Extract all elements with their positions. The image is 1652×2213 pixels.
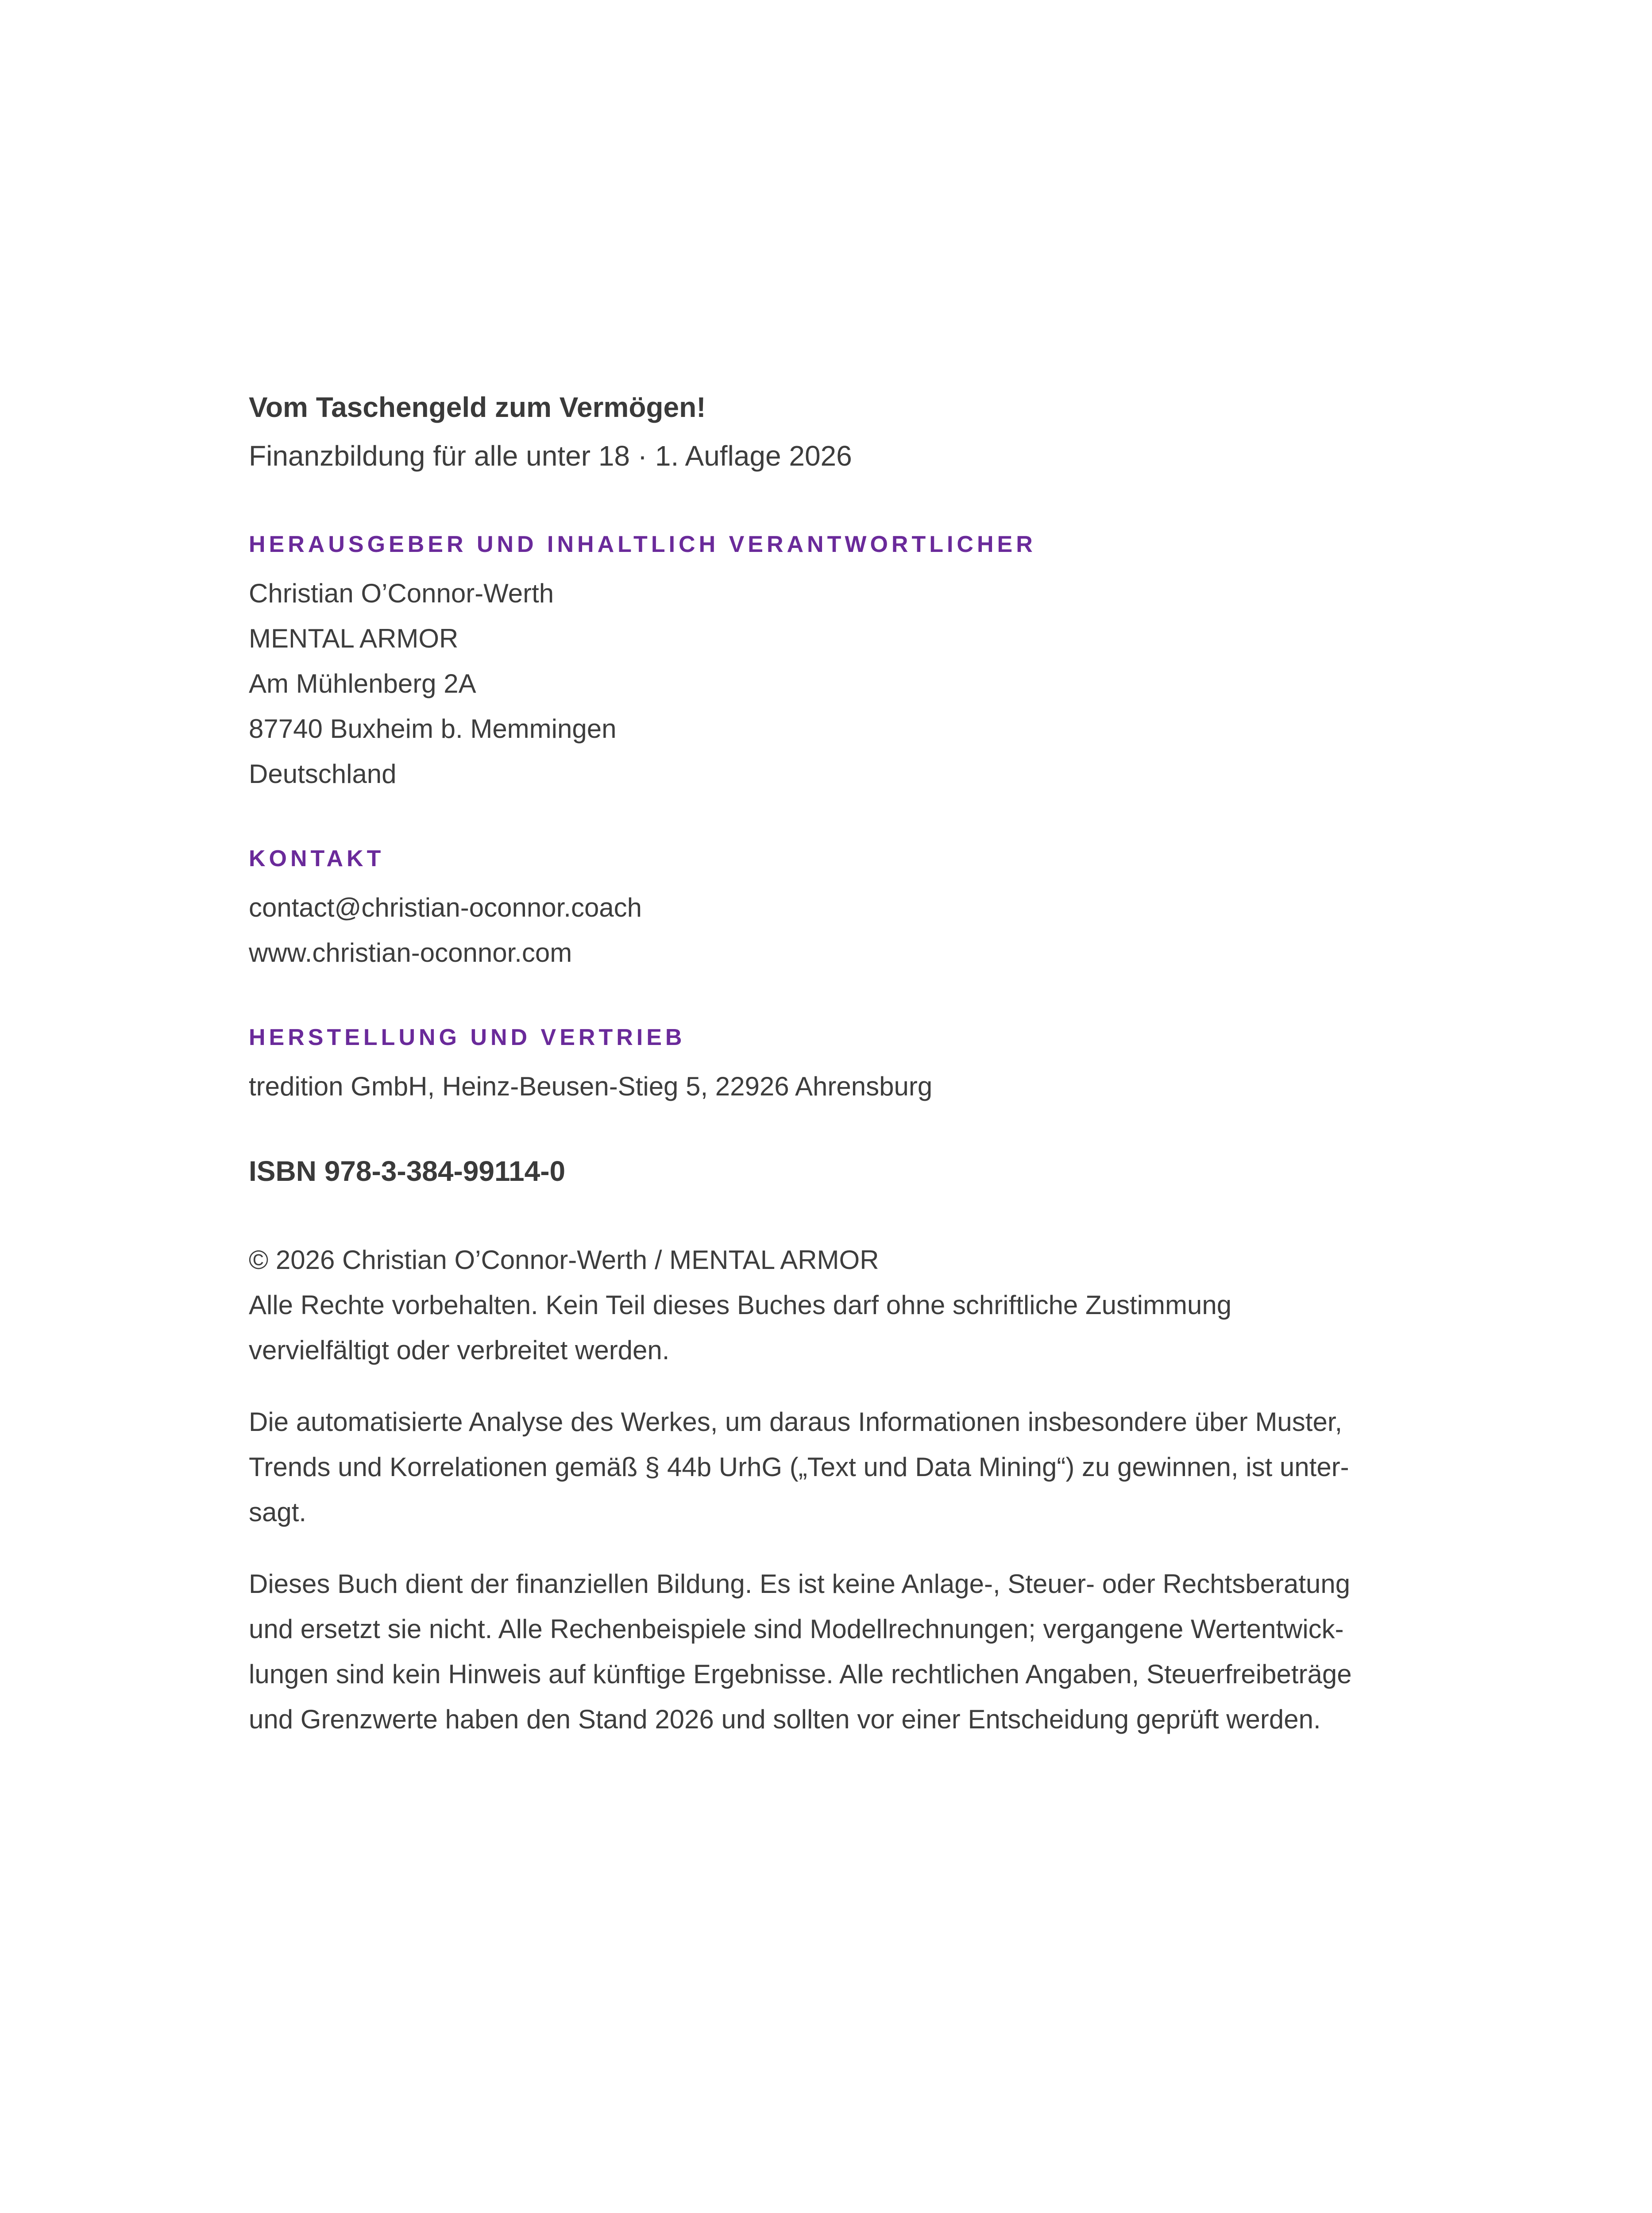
isbn: ISBN 978-3-384-99114-0 [249,1155,566,1187]
disclaimer-section [249,1561,1444,1742]
rights-line-1: Alle Rechte vorbehalten. Kein Teil dieses Buches darf ohne schriftliche Zustimmung [249,1290,1232,1320]
publisher-street: Am Mühlenberg 2A [249,669,476,698]
tdm-line-2: Trends und Korrelationen gemäß § 44b UrhG („Text und Data Mining“) zu gewinnen, ist unter- [249,1452,1349,1482]
disclaimer-line-1: Dieses Buch dient der finanziellen Bildung. Es ist keine Anlage-, Steuer- oder Rechtsberatung [249,1569,1351,1599]
publisher-heading: HERAUSGEBER UND INHALTLICH VERANTWORTLICHER [249,532,1036,557]
contact-website: www.christian-oconnor.com [249,938,572,968]
publisher-company: MENTAL ARMOR [249,624,459,653]
production-heading: HERSTELLUNG UND VERTRIEB [249,1025,686,1050]
contact-section [249,841,1444,975]
disclaimer-line-2: und ersetzt sie nicht. Alle Rechenbeispiele sind Modellrechnungen; vergangene Wertentwick- [249,1614,1344,1644]
book-subtitle: Finanzbildung für alle unter 18 · 1. Auflage 2026 [249,440,852,472]
book-title: Vom Taschengeld zum Vermögen! [249,391,706,423]
disclaimer-line-4: und Grenzwerte haben den Stand 2026 und sollten vor einer Entscheidung geprüft werden. [249,1704,1321,1734]
copyright-section [249,1238,1444,1373]
tdm-line-3: sagt. [249,1497,307,1527]
publisher-city: 87740 Buxheim b. Memmingen [249,714,617,744]
production-address: tredition GmbH, Heinz-Beusen-Stieg 5, 22926 Ahrensburg [249,1072,933,1101]
rights-line-2: vervielfältigt oder verbreitet werden. [249,1335,670,1365]
copyright-line: © 2026 Christian O’Connor-Werth / MENTAL ARMOR [249,1245,879,1275]
contact-email: contact@christian-oconnor.coach [249,893,642,922]
tdm-line-1: Die automatisierte Analyse des Werkes, um daraus Informationen insbesondere über Muster, [249,1407,1343,1437]
imprint-page [249,385,1444,1742]
isbn-section [249,1149,1444,1193]
publisher-country: Deutschland [249,759,397,789]
disclaimer-line-3: lungen sind kein Hinweis auf künftige Ergebnisse. Alle rechtlichen Angaben, Steuerfreibeträge [249,1659,1352,1689]
publisher-name: Christian O’Connor-Werth [249,578,554,608]
contact-heading: KONTAKT [249,846,385,871]
tdm-notice-section [249,1400,1444,1535]
publisher-section [249,527,1444,797]
production-section [249,1020,1444,1109]
